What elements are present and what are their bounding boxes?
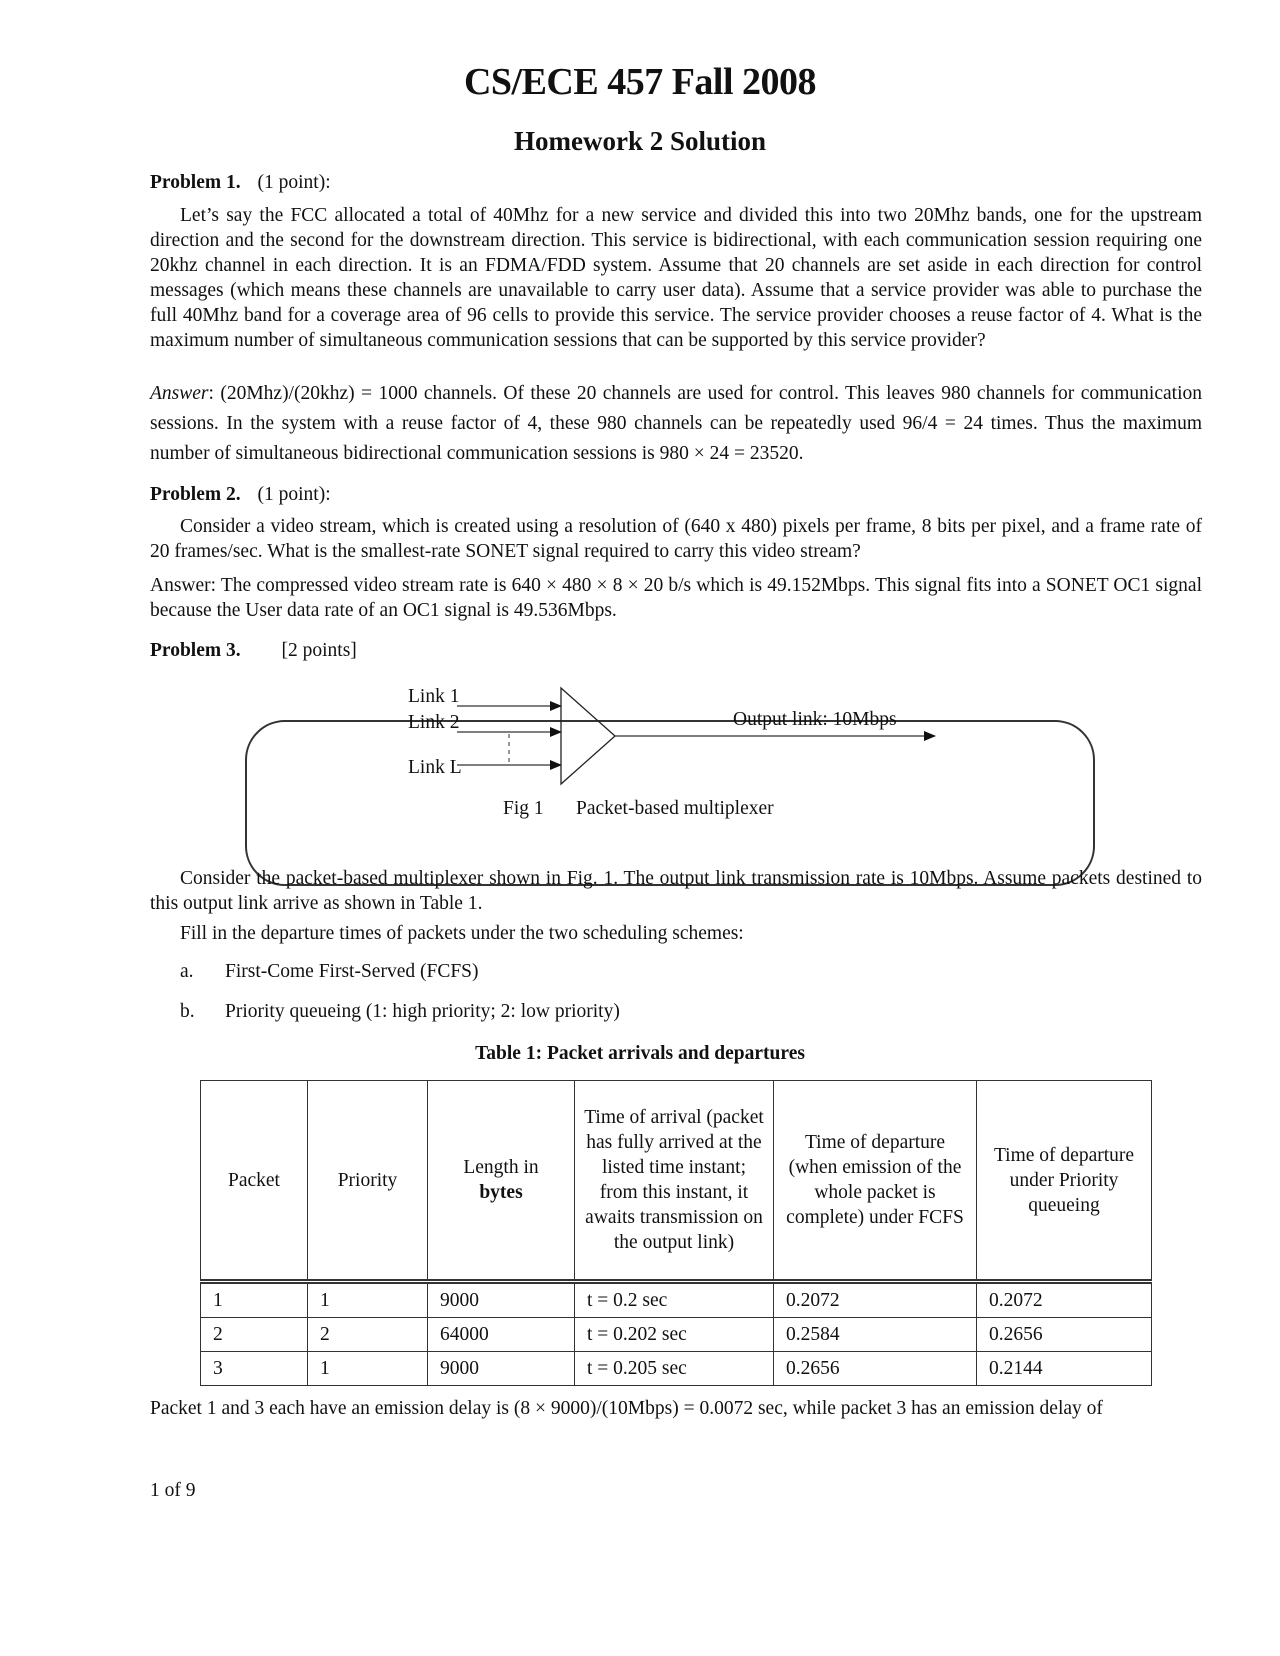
cell-arrival: t = 0.202 sec [575, 1318, 774, 1352]
col-priority: Priority [308, 1081, 428, 1282]
problem-3-followup: Packet 1 and 3 each have an emission delay is (8 × 9000)/(10Mbps) = 0.0072 sec, while packet 3 has an emission delay of [150, 1398, 1103, 1419]
output-link-label: Output link: 10Mbps [733, 709, 897, 730]
cell-arrival: t = 0.2 sec [575, 1282, 774, 1318]
problem-2-question: Consider a video stream, which is created using a resolution of (640 x 480) pixels per frame, 8 bits per pixel, and a frame rate of 20 frames/sec. What is the smallest-rate SONET signal required to carry this video stream? [150, 516, 1202, 562]
problem-1-points: (1 point): [257, 172, 331, 193]
problem-3-label: Problem 3. [150, 640, 241, 661]
problem-2-answer: Answer: The compressed video stream rate is 640 × 480 × 8 × 20 b/s which is 49.152Mbps. This signal fits into a SONET OC1 signal because the User data rate of an OC1 signal is 49.536Mbps. [150, 575, 1202, 621]
cell-departure-fcfs: 0.2656 [774, 1352, 977, 1386]
table-header-row [201, 1081, 1152, 1282]
link-2-label: Link 2 [408, 712, 460, 733]
cell-departure-fcfs: 0.2584 [774, 1318, 977, 1352]
problem-3-heading [150, 640, 357, 662]
scheme-b-text: Priority queueing (1: high priority; 2: low priority) [225, 1001, 620, 1022]
cell-packet: 2 [201, 1318, 308, 1352]
document-subtitle: Homework 2 Solution [513, 126, 767, 156]
scheme-b [180, 1001, 620, 1023]
problem-2-label: Problem 2. [150, 484, 241, 505]
col-arrival: Time of arrival (packet has fully arrived at the listed time instant; from this instant, it awaits transmission on the output link) [575, 1081, 774, 1282]
document-title: CS/ECE 457 Fall 2008 [463, 61, 817, 103]
multiplexer-triangle [561, 688, 615, 784]
col-length-text: Length in [463, 1157, 539, 1178]
cell-departure-priority: 0.2144 [977, 1352, 1152, 1386]
problem-1-label: Problem 1. [150, 172, 241, 193]
scheme-b-marker: b. [180, 1001, 195, 1022]
col-packet: Packet [201, 1081, 308, 1282]
cell-length: 9000 [428, 1352, 575, 1386]
problem-3-instruction: Fill in the departure times of packets under the two scheduling schemes: [180, 923, 744, 944]
scheme-a-text: First-Come First-Served (FCFS) [225, 961, 479, 982]
cell-departure-priority: 0.2072 [977, 1282, 1152, 1318]
problem-1-answer-text: : (20Mhz)/(20khz) = 1000 channels. Of these 20 channels are used for control. This leaves 980 channels for communication sessions. In the system with a reuse factor of 4, these 980 channels can be repeatedly used 96/4 = 24 times. Thus the maximum number of simultaneous bidirectional communication sessions is 980 × 24 = 23520. [150, 383, 1202, 464]
table-caption: Table 1: Packet arrivals and departures [475, 1043, 805, 1064]
cell-length: 64000 [428, 1318, 575, 1352]
link-1-label: Link 1 [408, 686, 460, 707]
problem-2-points: (1 point): [257, 484, 331, 505]
cell-priority: 2 [308, 1318, 428, 1352]
col-length [428, 1081, 575, 1282]
figure-caption: Packet-based multiplexer [576, 798, 774, 819]
problem-3-points: [2 points] [281, 640, 357, 661]
link-l-label: Link L [408, 757, 462, 778]
cell-packet: 3 [201, 1352, 308, 1386]
problem-1-question: Let’s say the FCC allocated a total of 40Mhz for a new service and divided this into two 20Mhz bands, one for the upstream direction and the second for the downstream direction. This service is bidirectional, with each communication session requiring one 20khz channel in each direction. It is an FDMA/FDD system. Assume that 20 channels are set aside in each direction for control messages (which means these channels are unavailable to carry user data). Assume that a service provider was able to purchase the full 40Mhz band for a coverage area of 96 cells to provide this service. The service provider chooses a reuse factor of 4. What is the maximum number of simultaneous communication sessions that can be supported by this service provider? [150, 205, 1202, 351]
cell-priority: 1 [308, 1282, 428, 1318]
cell-departure-priority: 0.2656 [977, 1318, 1152, 1352]
problem-1-heading [150, 172, 331, 194]
table-row [201, 1282, 1152, 1318]
figure-number: Fig 1 [503, 798, 544, 819]
cell-packet: 1 [201, 1282, 308, 1318]
problem-3-question: Consider the packet-based multiplexer shown in Fig. 1. The output link transmission rate is 10Mbps. Assume packets destined to this output link arrive as shown in Table 1. [150, 868, 1202, 914]
scheme-a-marker: a. [180, 961, 194, 982]
cell-departure-fcfs: 0.2072 [774, 1282, 977, 1318]
problem-1-answer [150, 379, 1202, 469]
packet-table [200, 1080, 1152, 1386]
table-row [201, 1318, 1152, 1352]
table-row [201, 1352, 1152, 1386]
col-length-unit: bytes [479, 1182, 523, 1203]
col-departure-priority: Time of departure under Priority queueing [977, 1081, 1152, 1282]
cell-priority: 1 [308, 1352, 428, 1386]
problem-2-heading [150, 484, 331, 506]
scheme-a [180, 961, 479, 983]
answer-label: Answer [150, 383, 209, 404]
cell-arrival: t = 0.205 sec [575, 1352, 774, 1386]
page-number: 1 of 9 [150, 1480, 196, 1501]
col-departure-fcfs: Time of departure (when emission of the whole packet is complete) under FCFS [774, 1081, 977, 1282]
cell-length: 9000 [428, 1282, 575, 1318]
